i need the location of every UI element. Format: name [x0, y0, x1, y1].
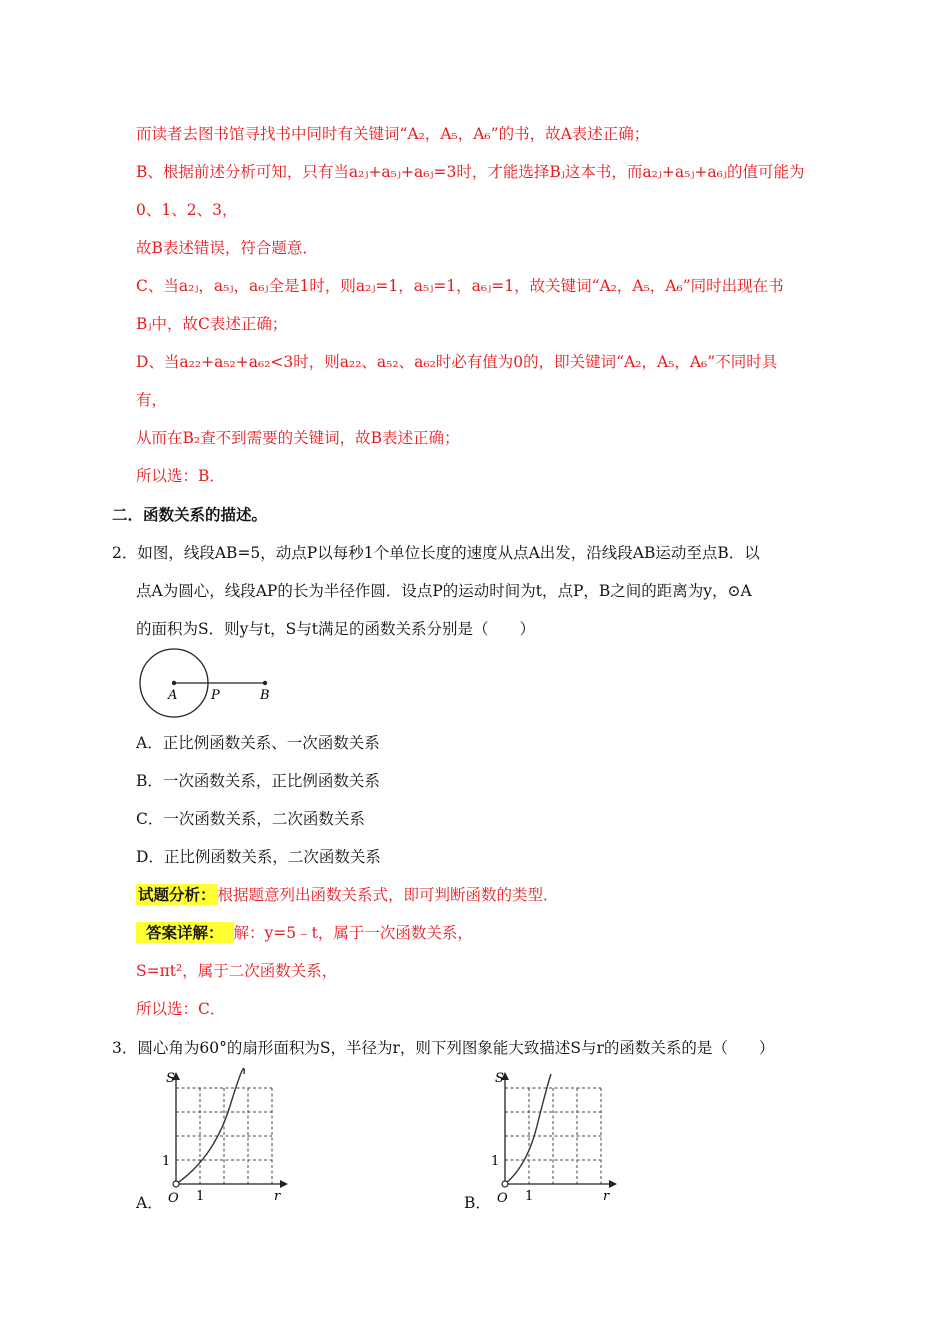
- solution-line-4: 故B表述错误，符合题意．: [136, 239, 318, 257]
- graph-b: [481, 1066, 621, 1206]
- option-a: A．正比例函数关系、一次函数关系: [136, 734, 380, 752]
- origin-label: O: [168, 1191, 179, 1206]
- option-c: C．一次函数关系，二次函数关系: [136, 810, 365, 828]
- solution-line-7: D、当a₂₂+a₅₂+a₆₂<3时，则a₂₂、a₅₂、a₆₂时必有值为0的，即关键词“A₂，A₅，A₆”不同时具: [136, 353, 778, 371]
- origin-circle: [502, 1181, 508, 1187]
- tick-x-1: 1: [525, 1189, 534, 1204]
- section-heading: 二．函数关系的描述。: [112, 505, 268, 524]
- point-a: [172, 681, 176, 685]
- question-2-line-3: 的面积为S．则y与t，S与t满足的函数关系分别是（ ）: [136, 620, 535, 638]
- option-b: B．一次函数关系，正比例函数关系: [136, 772, 380, 790]
- answer-line-3: 所以选：C．: [136, 1000, 226, 1018]
- origin-circle: [173, 1181, 179, 1187]
- x-axis-label: r: [274, 1189, 281, 1204]
- solution-line-6: Bⱼ中，故C表述正确；: [136, 315, 288, 333]
- question-3-line-1: 3．圆心角为60°的扇形面积为S，半径为r，则下列图象能大致描述S与r的函数关系的是（ ）: [112, 1039, 775, 1057]
- answer-line: [136, 923, 473, 943]
- tick-y-1: 1: [162, 1154, 171, 1169]
- question-2-line-1: 2．如图，线段AB=5，动点P以每秒1个单位长度的速度从点A出发，沿线段AB运动至点B．以: [112, 544, 760, 562]
- answer-text-1: 解：y=5﹣t，属于一次函数关系，: [233, 924, 473, 942]
- solution-line-3: 0、1、2、3，: [136, 201, 238, 219]
- graph-b-option-label: B．: [464, 1194, 491, 1212]
- solution-line-2: B、根据前述分析可知，只有当a₂ⱼ+a₅ⱼ+a₆ⱼ=3时，才能选择Bⱼ这本书，而a₂ⱼ+a₅ⱼ+a₆ⱼ的值可能为: [136, 163, 805, 181]
- graph-a-option-label: A．: [136, 1194, 163, 1212]
- graph-a: [152, 1066, 292, 1206]
- point-b: [263, 681, 267, 685]
- analysis-label: 试题分析：: [138, 885, 216, 904]
- tick-y-1: 1: [491, 1154, 500, 1169]
- solution-line-8: 有，: [136, 391, 168, 409]
- option-d: D．正比例函数关系，二次函数关系: [136, 848, 381, 866]
- analysis-text: 根据题意列出函数关系式，即可判断函数的类型．: [217, 886, 559, 904]
- solution-line-1: 而读者去图书馆寻找书中同时有关键词“A₂，A₅，A₆”的书，故A表述正确；: [136, 125, 650, 143]
- curve: [505, 1074, 551, 1184]
- answer-label: 答案详解：: [136, 922, 234, 943]
- y-axis-label: S: [166, 1071, 175, 1086]
- solution-line-9: 从而在B₂查不到需要的关键词，故B表述正确；: [136, 429, 460, 447]
- y-axis-label: S: [495, 1071, 504, 1086]
- tick-x-1: 1: [196, 1189, 205, 1204]
- label-a: A: [168, 688, 178, 703]
- circle-segment-figure: [130, 645, 290, 725]
- answer-line-2: S=πt²，属于二次函数关系，: [136, 962, 338, 980]
- solution-line-10: 所以选：B．: [136, 467, 225, 485]
- label-b: B: [260, 688, 270, 703]
- label-p: P: [211, 688, 220, 703]
- solution-line-5: C、当a₂ⱼ，a₅ⱼ，a₆ⱼ全是1时，则a₂ⱼ=1，a₅ⱼ=1，a₆ⱼ=1，故关键词“A₂，A₅，A₆”同时出现在书: [136, 277, 784, 295]
- x-axis-label: r: [603, 1189, 610, 1204]
- question-2-line-2: 点A为圆心，线段AP的长为半径作圆．设点P的运动时间为t，点P，B之间的距离为y，⊙A: [136, 582, 752, 600]
- analysis-line: [136, 885, 559, 905]
- curve: [176, 1068, 244, 1184]
- origin-label: O: [497, 1191, 508, 1206]
